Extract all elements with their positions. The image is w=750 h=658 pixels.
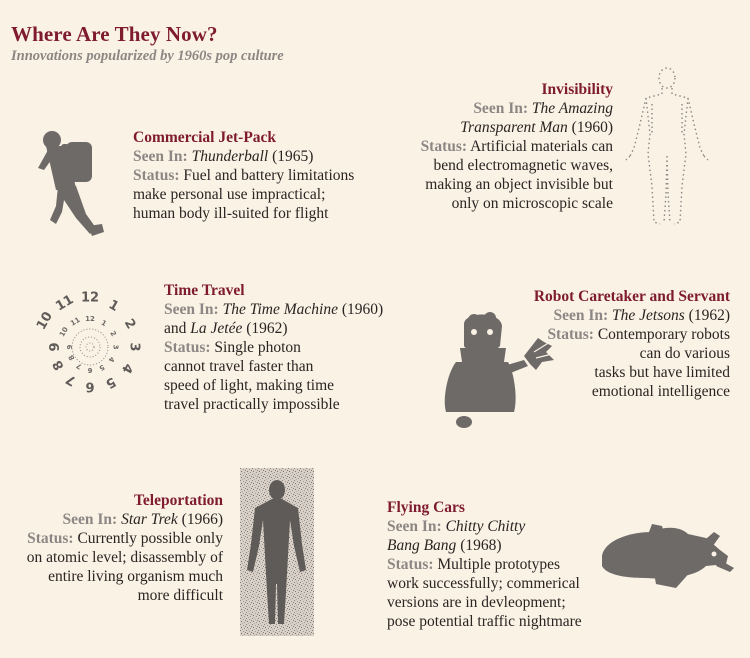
seen-in-line-2	[164, 319, 383, 338]
item-teleportation	[27, 491, 223, 605]
seen-in-year: (1962)	[242, 320, 288, 337]
teleporting-human-icon	[240, 468, 314, 636]
status-text: more difficult	[137, 587, 223, 604]
status-text: Contemporary robots	[597, 326, 730, 343]
seen-in-title: La Jetée	[190, 320, 243, 337]
status-label: Status:	[547, 326, 594, 343]
clock-numeral: 10	[33, 309, 57, 333]
seen-in-title: Bang Bang	[387, 537, 457, 554]
item-robot-caretaker	[534, 287, 730, 401]
clock-numeral: 2	[108, 329, 118, 338]
seen-in-label: Seen In:	[473, 100, 529, 117]
seen-in-year: (1968)	[456, 537, 502, 554]
seen-in-line	[27, 510, 223, 529]
status-text: Single photon	[214, 339, 301, 356]
status-text: Fuel and battery limitations	[183, 167, 355, 184]
clock-numeral: 5	[97, 362, 106, 373]
status-text: entire living organism much	[48, 568, 223, 585]
jetpack-person-icon	[36, 128, 116, 240]
status-label: Status:	[387, 556, 434, 573]
item-heading: Robot Caretaker and Servant	[533, 288, 730, 305]
item-time-travel	[164, 281, 383, 414]
seen-in-year: (1960)	[567, 119, 613, 136]
seen-in-label: Seen In:	[164, 301, 219, 318]
item-invisibility	[421, 80, 613, 213]
status-text: Multiple prototypes	[437, 556, 561, 573]
clock-numeral: 11	[53, 292, 77, 315]
status-text: pose potential traffic nightmare	[387, 613, 582, 630]
status-text: travel practically impossible	[164, 396, 340, 413]
seen-in-label: Seen In:	[133, 148, 188, 165]
status-text: Artificial materials can	[470, 138, 613, 155]
status-line	[27, 529, 223, 548]
clock-numeral: 10	[58, 325, 70, 339]
seen-in-title: The Amazing	[531, 100, 613, 117]
status-text: cannot travel faster than	[164, 358, 314, 375]
item-heading: Invisibility	[541, 81, 613, 98]
seen-in-line	[387, 517, 582, 536]
seen-in-title: The Jetsons	[612, 307, 685, 324]
clock-numeral: 8	[50, 357, 68, 373]
status-text: human body ill-suited for flight	[133, 205, 329, 222]
item-flying-cars	[387, 498, 582, 631]
status-label: Status:	[164, 339, 211, 356]
clock-numeral: 7	[74, 361, 84, 371]
status-text: emotional intelligence	[591, 383, 730, 400]
clock-numeral: 9	[65, 344, 74, 350]
seen-in-line	[421, 99, 613, 118]
page-subtitle: Innovations popularized by 1960s pop culture	[11, 48, 284, 64]
clock-numeral: 4	[117, 360, 136, 376]
status-text: on atomic level; disassembly of	[26, 549, 223, 566]
status-text: tasks but have limited	[594, 364, 730, 381]
seen-in-label: Seen In:	[553, 307, 609, 324]
clock-numeral: 4	[106, 355, 116, 364]
item-heading: Flying Cars	[387, 499, 465, 516]
status-text: work successfully; commerical	[387, 575, 580, 592]
status-text: only on microscopic scale	[451, 195, 613, 212]
status-line	[387, 555, 582, 574]
spiral-clock-icon	[28, 285, 154, 405]
item-heading: Teleportation	[134, 492, 223, 509]
seen-in-line-2	[421, 118, 613, 137]
status-text: making an object invisible but	[425, 176, 613, 193]
status-line	[534, 325, 730, 344]
clock-numeral: 2	[120, 316, 139, 332]
seen-in-label: Seen In:	[62, 511, 118, 528]
status-line	[164, 338, 383, 357]
clock-numeral: 6	[87, 365, 93, 374]
seen-in-line-2	[387, 536, 582, 555]
seen-in-year: (1966)	[177, 511, 223, 528]
seen-in-title: Star Trek	[121, 511, 178, 528]
seen-in-line	[133, 147, 354, 166]
clock-numeral: 7	[63, 370, 79, 389]
item-commercial-jet-pack	[133, 128, 354, 223]
clock-numeral: 1	[105, 297, 122, 315]
seen-in-line	[164, 300, 383, 319]
seen-in-title: The Time Machine	[222, 301, 338, 318]
clock-numeral: 3	[126, 342, 142, 352]
seen-in-title: Chitty Chitty	[445, 518, 526, 535]
winged-car-icon	[596, 522, 736, 590]
item-heading: Time Travel	[164, 282, 245, 299]
seen-in-year: (1960)	[337, 301, 384, 318]
clock-numeral: 11	[69, 315, 82, 328]
status-text: Currently possible only	[77, 530, 223, 547]
seen-in-title: Thunderball	[191, 148, 269, 165]
clock-numeral: 1	[99, 318, 108, 329]
status-line	[421, 137, 613, 156]
clock-numeral: 8	[67, 353, 77, 362]
clock-numeral: 3	[111, 344, 120, 350]
status-label: Status:	[27, 530, 74, 547]
seen-in-and: and	[164, 320, 191, 337]
dotted-human-outline-icon	[622, 64, 712, 234]
seen-in-line	[534, 306, 730, 325]
status-label: Status:	[420, 138, 468, 155]
status-line	[133, 166, 354, 185]
clock-numeral: 12	[85, 314, 95, 323]
seen-in-label: Seen In:	[387, 518, 442, 535]
status-label: Status:	[133, 167, 180, 184]
clock-numeral: 12	[80, 290, 100, 306]
seen-in-title: Transparent Man	[460, 119, 568, 136]
status-text: bend electromagnetic waves,	[433, 157, 613, 174]
status-text: can do various	[639, 345, 730, 362]
clock-numeral: 6	[85, 378, 95, 394]
seen-in-year: (1965)	[268, 148, 314, 165]
item-heading: Commercial Jet-Pack	[133, 129, 277, 146]
seen-in-year: (1962)	[684, 307, 730, 324]
clock-numeral: 5	[102, 373, 119, 392]
status-text: versions are in devleopment;	[387, 594, 566, 611]
page-title: Where Are They Now?	[11, 22, 218, 46]
status-text: speed of light, making time	[164, 377, 335, 394]
clock-numeral: 9	[48, 342, 64, 352]
status-text: make personal use impractical;	[133, 186, 326, 203]
